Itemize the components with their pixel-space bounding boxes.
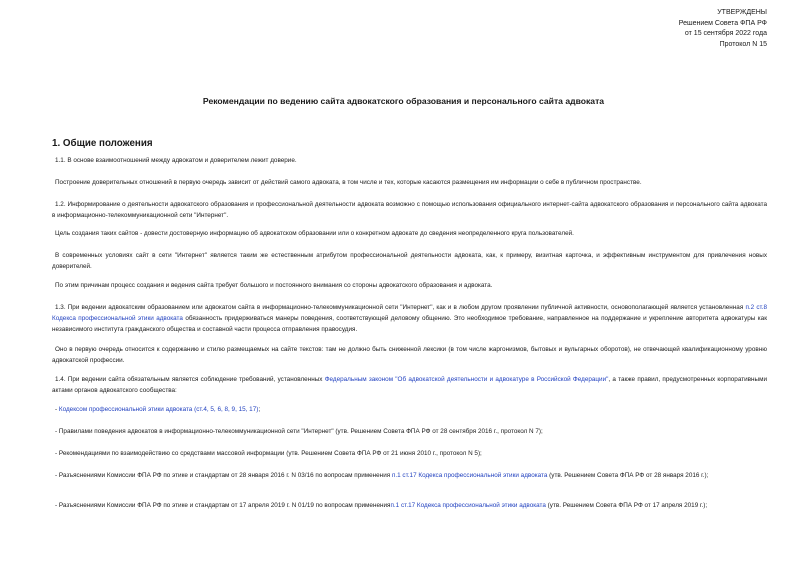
text: 1.4. При ведении сайта обязательным является соблюдение требований, установленных xyxy=(55,376,325,383)
text: обязанность придерживаться манеры поведения, соответствующей деловому общению. Это необходимое требование, направленное на поддержание и укрепление авторитета адвокатуры как независимого института гражданского общества и составной части процесса отправления правосудия. xyxy=(52,315,767,334)
codex-link[interactable]: Кодексом профессиональной этики адвоката (ст.4, 5, 6, 8, 9, 15, 17) xyxy=(58,406,259,413)
document-title: Рекомендации по ведению сайта адвокатского образования и персонального сайта адвоката xyxy=(202,96,605,106)
text: , а также правил, предусмотренных корпоративными актами органов адвокатского сообщества: xyxy=(52,376,768,395)
paragraph: Оно в первую очередь относится к содержанию и стилю размещаемых на сайте текстов: там не должно быть сниженной лексики (в том числе жаргонизмов, бытовых и вульгарных оборотов), не отвечающей квалификационному уровню адвокатской профессии. xyxy=(52,346,767,365)
paragraph xyxy=(52,500,767,511)
paragraph: 1.1. В основе взаимоотношений между адвокатом и доверителем лежит доверие. xyxy=(55,157,297,164)
approval-line: Протокол N 15 xyxy=(719,40,767,48)
paragraph xyxy=(52,374,767,396)
paragraph: 1.2. Информирование о деятельности адвокатского образования и профессиональной деятельности адвоката возможно с помощью использования официального интернет-сайта адвокатского образования и персонального сайта адвоката в информационно-телекоммуникационной сети "Интернет". xyxy=(52,201,767,220)
section-heading: 1. Общие положения xyxy=(52,138,153,149)
paragraph: Цель создания таких сайтов - довести достоверную информацию об адвокатском образовании или о конкретном адвокате до сведения неопределенного круга пользователей. xyxy=(55,230,574,237)
text: (утв. Решением Совета ФПА РФ от 28 января 2016 г.); xyxy=(547,472,709,479)
federal-law-link[interactable]: Федеральным законом "Об адвокатской деятельности и адвокатуре в Российской Федерации" xyxy=(324,376,609,383)
text: ; xyxy=(258,406,261,413)
codex-link[interactable]: п.1 ст.17 Кодекса профессиональной этики адвоката xyxy=(391,472,548,479)
paragraph: - Правилами поведения адвокатов в информационно-телекоммуникационной сети "Интернет" (утв. Решением Совета ФПА РФ от 28 сентября 2016 г., протокол N 7); xyxy=(55,428,543,435)
paragraph xyxy=(52,302,767,336)
text: 1.3. При ведении адвокатским образованием или адвокатом сайта в информационно-телекоммуникационной сети "Интернет", как и в любом другом проявлении публичной активности, основополагающей является установленная xyxy=(55,304,746,311)
paragraph xyxy=(52,470,767,481)
text: - xyxy=(55,406,59,413)
paragraph xyxy=(52,404,767,415)
paragraph: В современных условиях сайт в сети "Интернет" является таким же естественным атрибутом профессиональной деятельности адвоката, как, к примеру, визитная карточка, и эффективным инструментом для привлечения новых доверителей. xyxy=(52,252,767,271)
text: - Разъяснениями Комиссии ФПА РФ по этике и стандартам от 28 января 2016 г. N 03/16 по вопросам применения xyxy=(55,472,392,479)
approval-line: УТВЕРЖДЕНЫ xyxy=(717,9,767,16)
paragraph: Построение доверительных отношений в первую очередь зависит от действий самого адвоката, в том числе и тех, которые касаются размещения им информации о себе в публичном пространстве. xyxy=(55,179,642,186)
codex-link[interactable]: п.2 ст.8 Кодекса профессиональной этики адвоката xyxy=(52,304,767,323)
codex-link[interactable]: п.1 ст.17 Кодекса профессиональной этики адвоката xyxy=(390,502,546,509)
approval-block xyxy=(679,8,767,50)
text: - Разъяснениями Комиссии ФПА РФ по этике и стандартам от 17 апреля 2019 г. N 01/19 по вопросам применения xyxy=(55,502,391,509)
text: (утв. Решением Совета ФПА РФ от 17 апреля 2019 г.); xyxy=(545,502,708,509)
paragraph: - Рекомендациями по взаимодействию со средствами массовой информации (утв. Решением Совета ФПА РФ от 21 июня 2010 г., протокол N 5); xyxy=(55,450,482,457)
approval-line: Решением Совета ФПА РФ xyxy=(678,19,767,27)
approval-line: от 15 сентября 2022 года xyxy=(684,30,767,37)
paragraph: По этим причинам процесс создания и ведения сайта требует большого и постоянного внимания со стороны адвокатского образования и адвоката. xyxy=(55,282,493,289)
